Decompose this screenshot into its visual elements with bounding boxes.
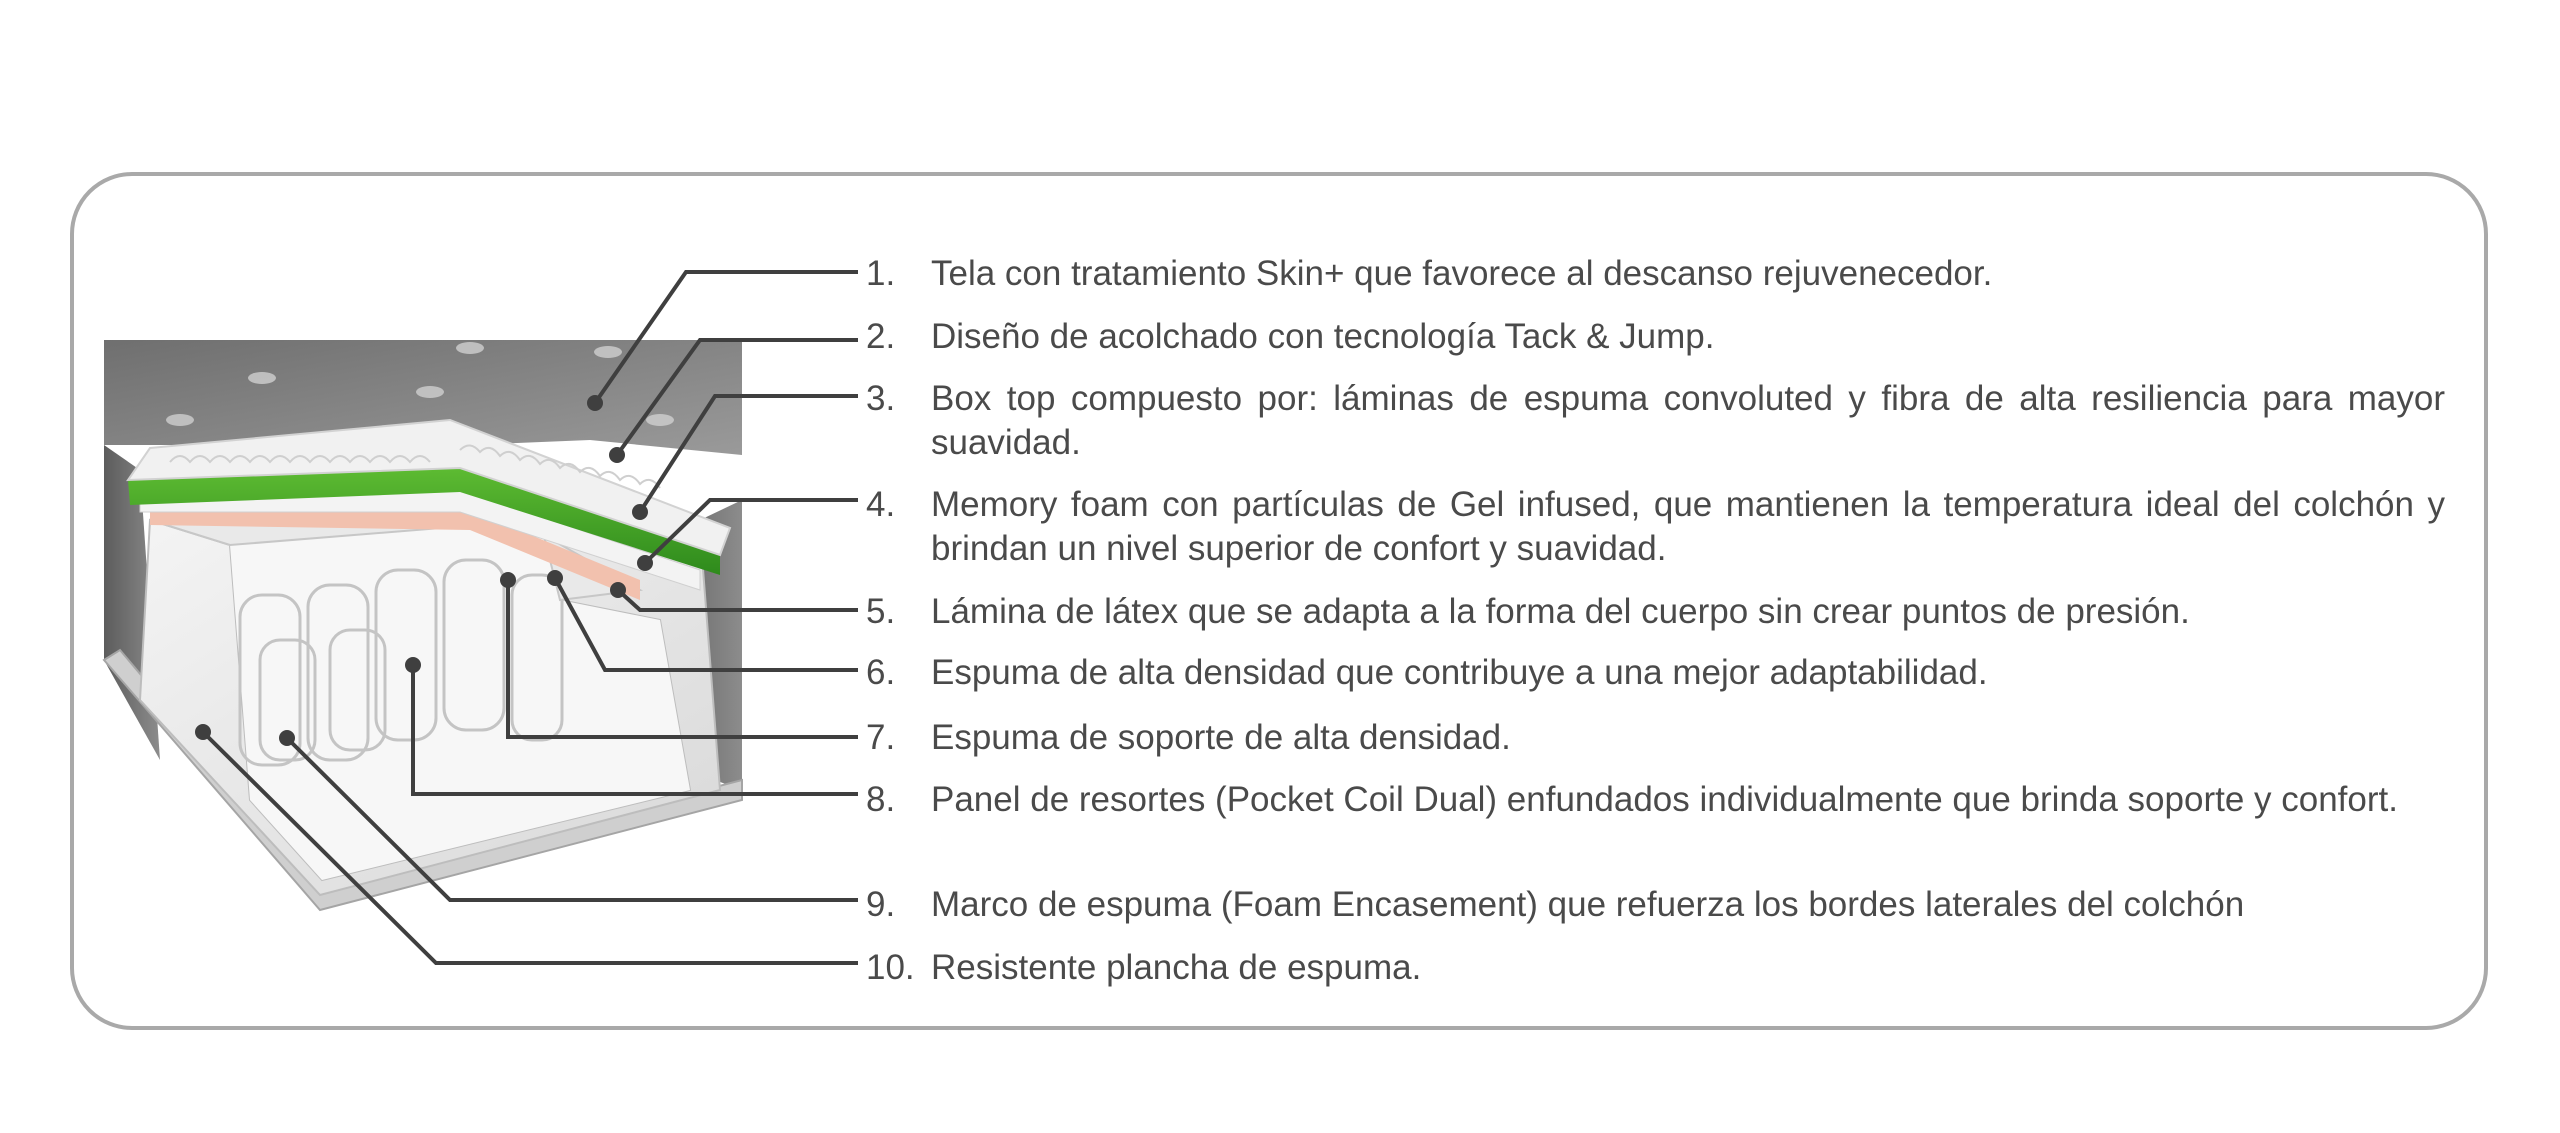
item-number: 4. <box>866 485 896 524</box>
item-number: 8. <box>866 780 896 819</box>
item-text: Lámina de látex que se adapta a la forma del cuerpo sin crear puntos de presión. <box>931 592 2190 631</box>
item-number: 5. <box>866 592 896 631</box>
item-number: 10. <box>866 948 915 987</box>
item-text: Espuma de alta densidad que contribuye a una mejor adaptabilidad. <box>931 653 1988 692</box>
item-number: 3. <box>866 379 896 418</box>
item-number: 1. <box>866 254 896 293</box>
item-text: Box top compuesto por: láminas de espuma convoluted y fibra de alta resiliencia para mayor suavidad. <box>931 379 2445 462</box>
item-text: Panel de resortes (Pocket Coil Dual) enfundados individualmente que brinda soporte y confort. <box>931 780 2398 819</box>
item-text: Resistente plancha de espuma. <box>931 948 1422 987</box>
item-text: Memory foam con partículas de Gel infused, que mantienen la temperatura ideal del colchón y brindan un nivel superior de confort y suavidad. <box>931 485 2445 568</box>
item-text: Tela con tratamiento Skin+ que favorece al descanso rejuvenecedor. <box>931 254 1993 293</box>
item-number: 2. <box>866 317 896 356</box>
item-number: 7. <box>866 718 896 757</box>
item-text: Marco de espuma (Foam Encasement) que refuerza los bordes laterales del colchón <box>931 885 2245 924</box>
item-text: Diseño de acolchado con tecnología Tack & Jump. <box>931 317 1715 356</box>
item-number: 9. <box>866 885 896 924</box>
item-text: Espuma de soporte de alta densidad. <box>931 718 1511 757</box>
item-number: 6. <box>866 653 896 692</box>
mattress-illustration <box>104 340 742 910</box>
